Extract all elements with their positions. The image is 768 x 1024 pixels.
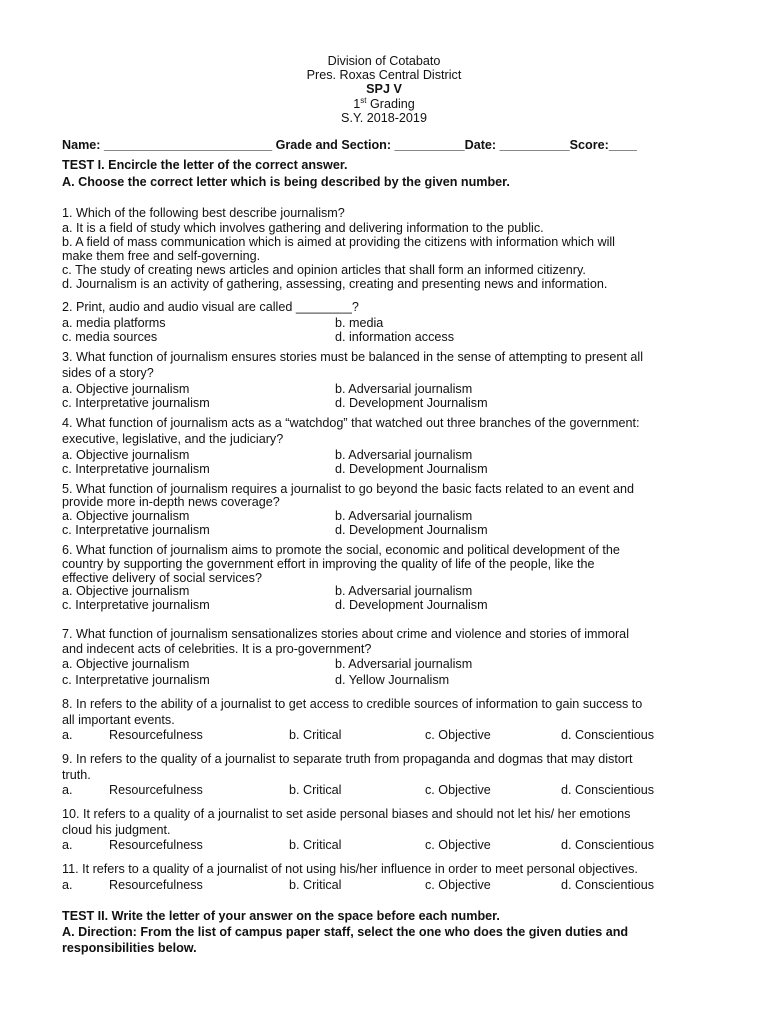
q10-option-a-text: Resourcefulness [109, 838, 203, 852]
q1-option-d: d. Journalism is an activity of gathering, assessing, creating and presenting news and information. [62, 277, 608, 291]
q10-option-a-letter: a. [62, 838, 73, 852]
q4-option-d: d. Development Journalism [335, 462, 488, 476]
question-10-cont: cloud his judgment. [62, 823, 171, 837]
q5-options-row-2 [62, 523, 712, 537]
q11-option-c: c. Objective [425, 878, 491, 892]
q7-option-c: c. Interpretative journalism [62, 673, 210, 687]
q1-option-a: a. It is a field of study which involves gathering and delivering information to the public. [62, 221, 544, 235]
q5-option-c: c. Interpretative journalism [62, 523, 210, 537]
q1-option-b-cont: make them free and self-governing. [62, 249, 261, 263]
q3-options-row-2 [62, 396, 712, 410]
question-4-cont: executive, legislative, and the judiciary? [62, 432, 284, 446]
q8-option-a-text: Resourcefulness [109, 728, 203, 742]
q1-option-c: c. The study of creating news articles and opinion articles that shall form an informed citizenry. [62, 263, 586, 277]
q4-option-c: c. Interpretative journalism [62, 462, 210, 476]
q2-option-d: d. information access [335, 330, 454, 344]
q8-option-b: b. Critical [289, 728, 342, 742]
grading-word: Grading [366, 96, 415, 111]
q4-option-b: b. Adversarial journalism [335, 448, 473, 462]
q6-option-d: d. Development Journalism [335, 598, 488, 612]
q11-option-a-text: Resourcefulness [109, 878, 203, 892]
test1-direction: A. Choose the correct letter which is being described by the given number. [62, 175, 510, 189]
q7-options-row-2 [62, 673, 712, 687]
q5-option-d: d. Development Journalism [335, 523, 488, 537]
question-9-cont: truth. [62, 768, 91, 782]
q5-option-a: a. Objective journalism [62, 509, 190, 523]
question-3-cont: sides of a story? [62, 366, 154, 380]
q3-option-c: c. Interpretative journalism [62, 396, 210, 410]
q2-option-a: a. media platforms [62, 316, 166, 330]
q8-option-c: c. Objective [425, 728, 491, 742]
test2-title: TEST II. Write the letter of your answer on the space before each number. [62, 909, 500, 923]
q4-options-row-1 [62, 448, 712, 462]
q9-option-a-text: Resourcefulness [109, 783, 203, 797]
q2-option-c: c. media sources [62, 330, 158, 344]
q5-options-row-1 [62, 509, 712, 523]
question-11: 11. It refers to a quality of a journalist of not using his/her influence in order to meet personal objectives. [62, 862, 638, 876]
test1-title: TEST I. Encircle the letter of the correct answer. [62, 158, 348, 172]
subject-title: SPJ V [366, 82, 402, 97]
q8-option-d: d. Conscientious [561, 728, 655, 742]
q10-option-b: b. Critical [289, 838, 342, 852]
q1-option-b: b. A field of mass communication which is aimed at providing the citizens with information which will [62, 235, 615, 249]
q11-option-a-letter: a. [62, 878, 73, 892]
question-7-cont: and indecent acts of celebrities. It is a pro-government? [62, 642, 372, 656]
question-3: 3. What function of journalism ensures stories must be balanced in the sense of attempting to present all [62, 350, 644, 364]
q9-option-d: d. Conscientious [561, 783, 655, 797]
grading-line [0, 97, 768, 111]
grading-superscript: st [360, 95, 367, 105]
question-8-cont: all important events. [62, 713, 175, 727]
q8-option-a-letter: a. [62, 728, 73, 742]
q3-option-a: a. Objective journalism [62, 382, 190, 396]
question-5-cont: provide more in-depth news coverage? [62, 495, 280, 509]
q5-option-b: b. Adversarial journalism [335, 509, 473, 523]
question-7: 7. What function of journalism sensationalizes stories about crime and violence and stories of immoral [62, 627, 629, 641]
q2-options-row-1 [62, 316, 712, 330]
test2-direction-cont: responsibilities below. [62, 941, 197, 955]
question-6-cont-2: effective delivery of social services? [62, 571, 262, 585]
school-year-line: S.Y. 2018-2019 [341, 110, 427, 125]
q2-option-b: b. media [335, 316, 384, 330]
student-fields-line: Name: ________________________ Grade and Section: __________Date: __________Score:____ [62, 138, 637, 152]
q3-options-row-1 [62, 382, 712, 396]
question-2: 2. Print, audio and audio visual are called ________? [62, 300, 359, 314]
question-6-cont-1: country by supporting the government effort in improving the quality of life of the people, like the [62, 557, 595, 571]
q6-option-a: a. Objective journalism [62, 584, 190, 598]
question-5: 5. What function of journalism requires a journalist to go beyond the basic facts related to an event and [62, 482, 634, 496]
question-9: 9. In refers to the quality of a journalist to separate truth from propaganda and dogmas that may distort [62, 752, 633, 766]
question-10: 10. It refers to a quality of a journalist to set aside personal biases and should not let his/ her emotions [62, 807, 631, 821]
q9-option-c: c. Objective [425, 783, 491, 797]
q3-option-d: d. Development Journalism [335, 396, 488, 410]
q6-options-row-1 [62, 584, 712, 598]
q7-option-a: a. Objective journalism [62, 657, 190, 671]
q7-option-d: d. Yellow Journalism [335, 673, 450, 687]
q11-option-d: d. Conscientious [561, 878, 655, 892]
question-4: 4. What function of journalism acts as a “watchdog” that watched out three branches of the government: [62, 416, 640, 430]
q10-option-d: d. Conscientious [561, 838, 655, 852]
q6-option-b: b. Adversarial journalism [335, 584, 473, 598]
q6-option-c: c. Interpretative journalism [62, 598, 210, 612]
q2-options-row-2 [62, 330, 712, 344]
q10-option-c: c. Objective [425, 838, 491, 852]
grading-number: 1 [353, 96, 361, 111]
q4-options-row-2 [62, 462, 712, 476]
question-1: 1. Which of the following best describe journalism? [62, 206, 345, 220]
q9-option-a-letter: a. [62, 783, 73, 797]
worksheet-header [0, 54, 768, 125]
q6-options-row-2 [62, 598, 712, 612]
q11-option-b: b. Critical [289, 878, 342, 892]
question-6: 6. What function of journalism aims to promote the social, economic and political development of the [62, 543, 620, 557]
q3-option-b: b. Adversarial journalism [335, 382, 473, 396]
question-8: 8. In refers to the ability of a journalist to get access to credible sources of information to gain success to [62, 697, 643, 711]
district-line: Pres. Roxas Central District [306, 68, 462, 83]
test2-direction: A. Direction: From the list of campus paper staff, select the one who does the given duties and [62, 925, 629, 939]
q4-option-a: a. Objective journalism [62, 448, 190, 462]
q9-option-b: b. Critical [289, 783, 342, 797]
q7-option-b: b. Adversarial journalism [335, 657, 473, 671]
q7-options-row-1 [62, 657, 712, 671]
division-line: Division of Cotabato [327, 54, 441, 68]
